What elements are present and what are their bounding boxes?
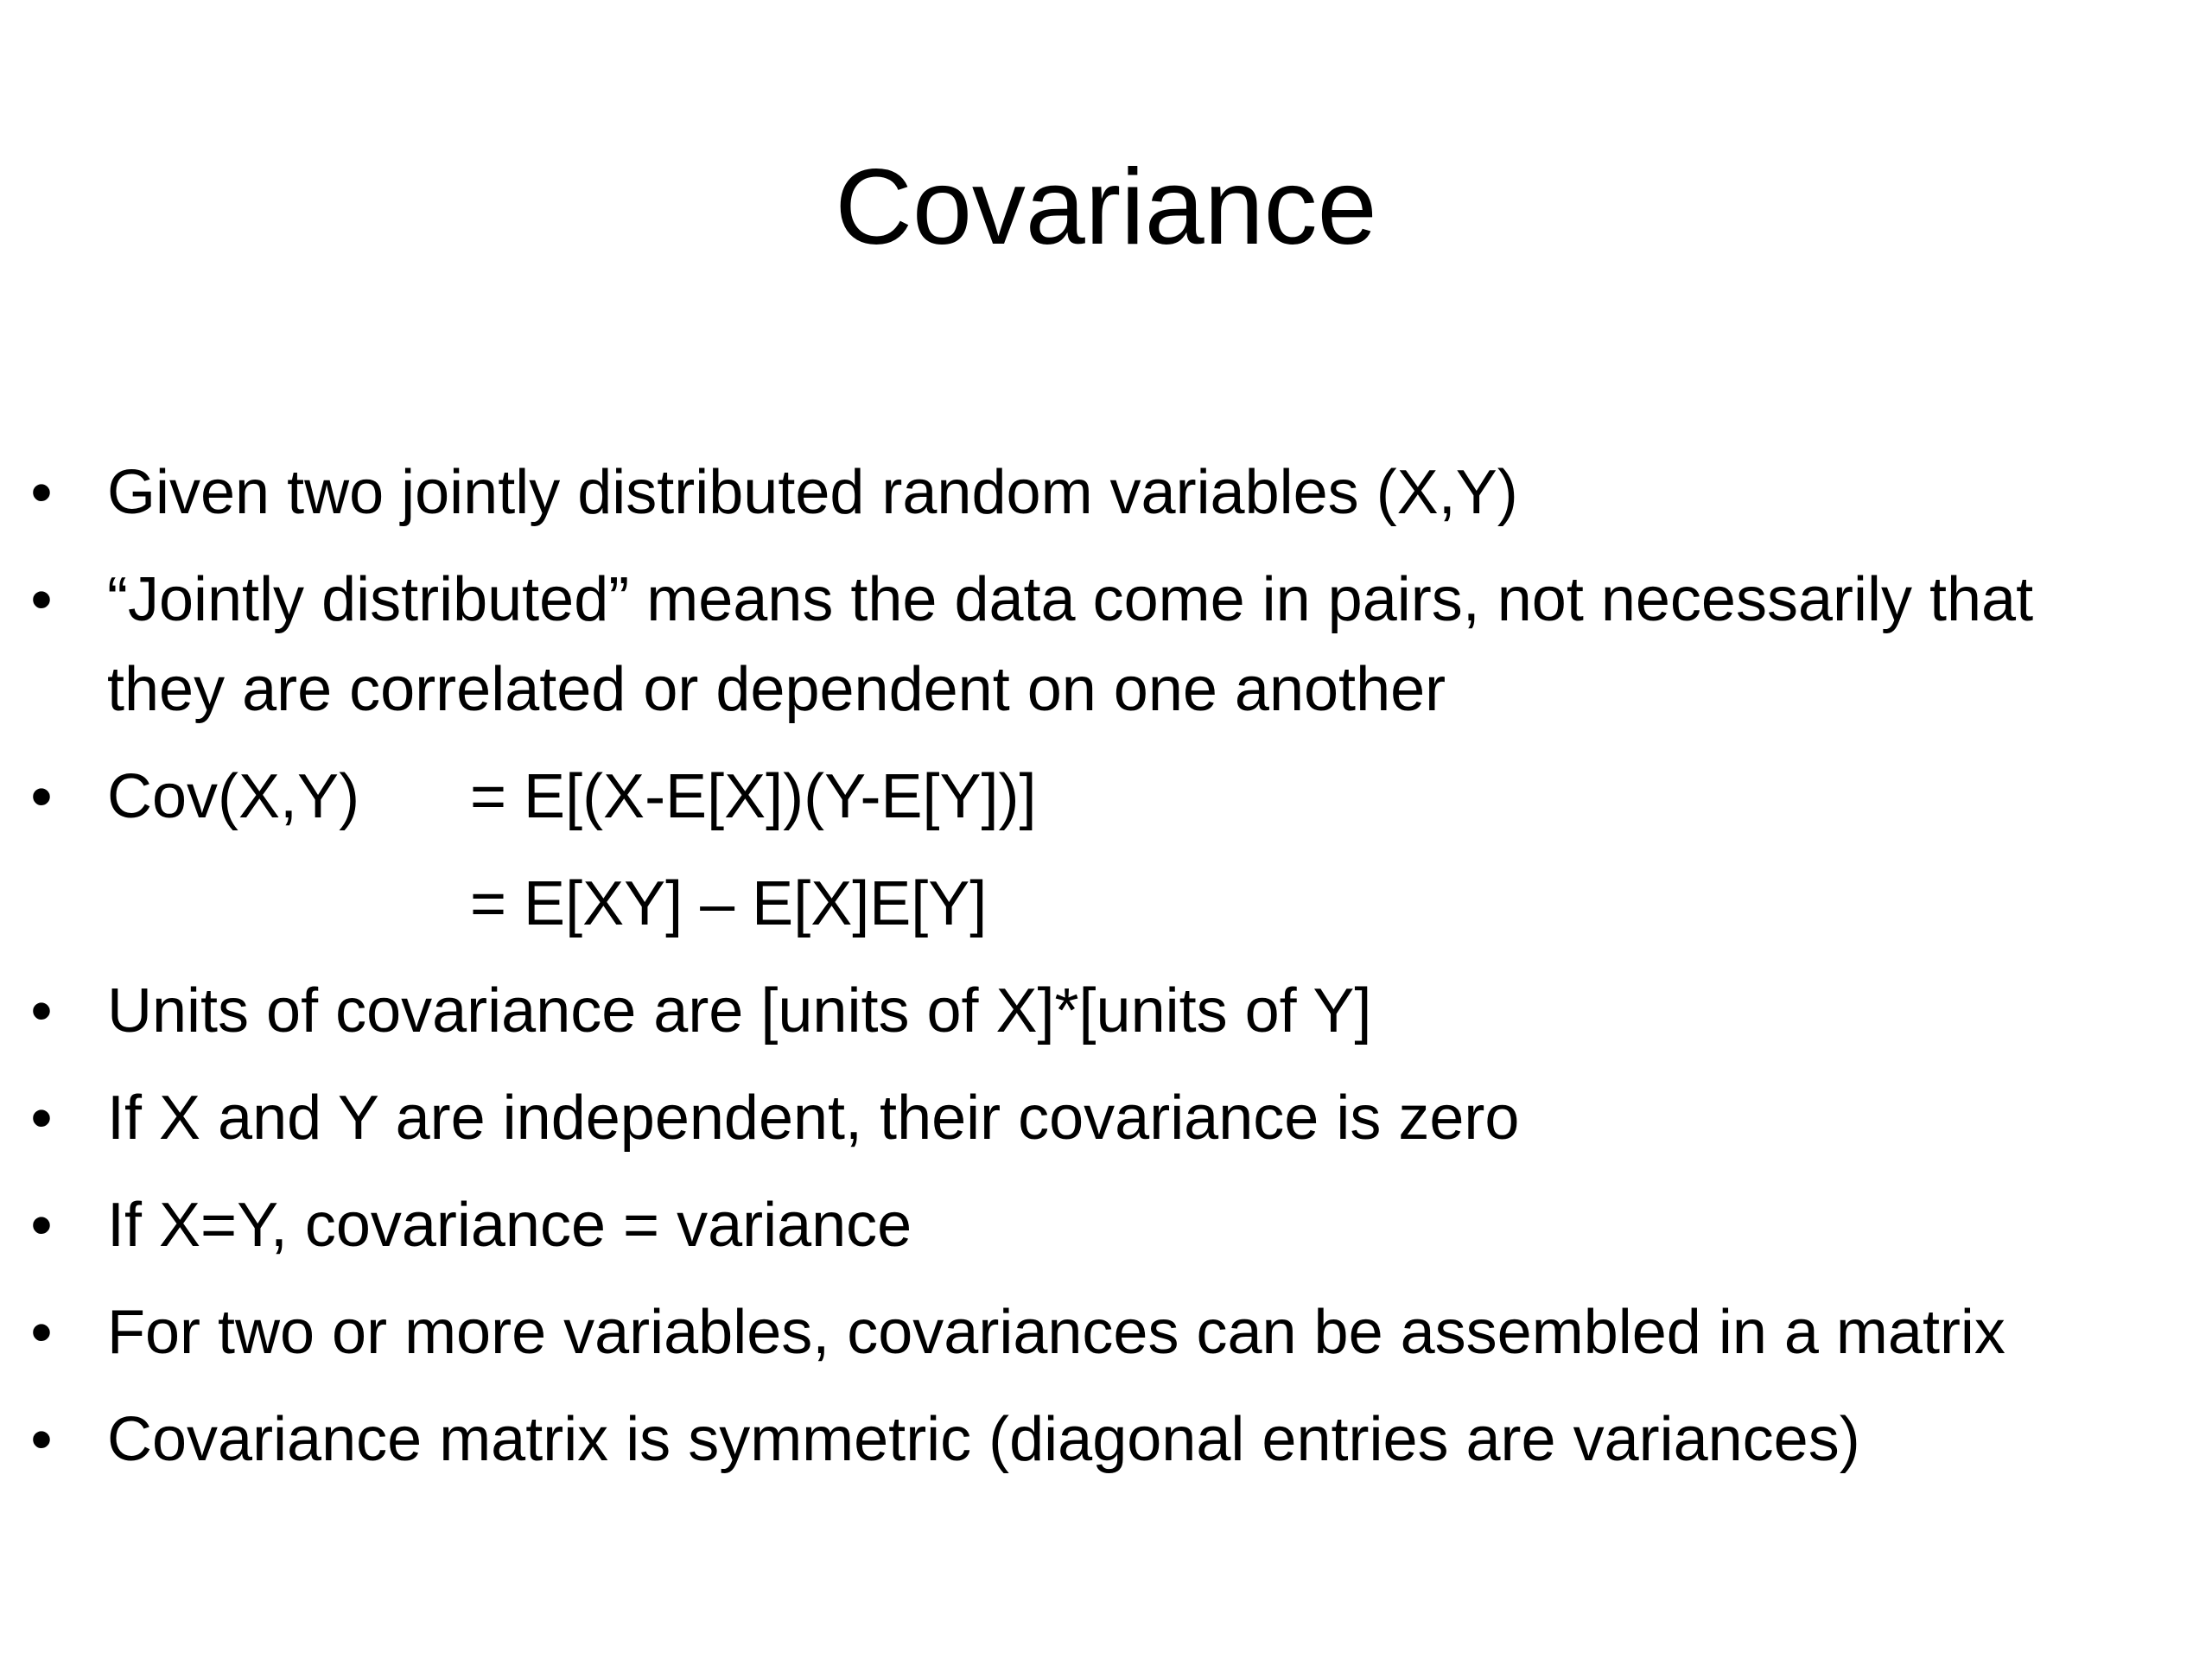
bullet-text: If X=Y, covariance = variance bbox=[107, 1191, 912, 1260]
bullet-item bbox=[0, 1073, 2212, 1163]
bullet-icon: • bbox=[30, 458, 53, 527]
bullet-text: Given two jointly distributed random variables (X,Y) bbox=[107, 458, 1518, 527]
formula-lhs: Cov(X,Y) bbox=[107, 762, 360, 831]
bullet-icon: • bbox=[30, 1191, 53, 1260]
bullet-icon: • bbox=[30, 565, 53, 634]
bullet-text: Units of covariance are [units of X]*[units of Y] bbox=[107, 976, 1372, 1046]
bullet-text: For two or more variables, covariances can be assembled in a matrix bbox=[107, 1298, 2005, 1367]
formula-line-2: = E[XY] – E[X]E[Y] bbox=[470, 869, 988, 938]
bullet-item bbox=[0, 555, 2120, 734]
slide-title: Covariance bbox=[835, 148, 1377, 267]
bullet-list bbox=[0, 448, 2212, 1502]
bullet-text: If X and Y are independent, their covariance is zero bbox=[107, 1084, 1520, 1153]
bullet-icon: • bbox=[30, 1084, 53, 1153]
formula-row bbox=[107, 752, 2212, 842]
formula-bullet bbox=[0, 752, 2212, 842]
bullet-item bbox=[0, 1287, 2212, 1377]
formula-line-1: = E[(X-E[X])(Y-E[Y])] bbox=[470, 762, 1037, 831]
bullet-icon: • bbox=[30, 1298, 53, 1367]
bullet-item bbox=[0, 448, 2212, 537]
bullet-item bbox=[0, 1180, 2212, 1270]
bullet-item bbox=[0, 966, 2212, 1056]
bullet-icon: • bbox=[30, 1405, 53, 1474]
bullet-text: “Jointly distributed” means the data come in pairs, not necessarily that they are correlated or dependent on one another bbox=[107, 565, 2034, 724]
bullet-item bbox=[0, 1395, 2212, 1484]
bullet-text: Covariance matrix is symmetric (diagonal entries are variances) bbox=[107, 1405, 1860, 1474]
bullet-icon: • bbox=[30, 762, 53, 831]
bullet-icon: • bbox=[30, 976, 53, 1046]
